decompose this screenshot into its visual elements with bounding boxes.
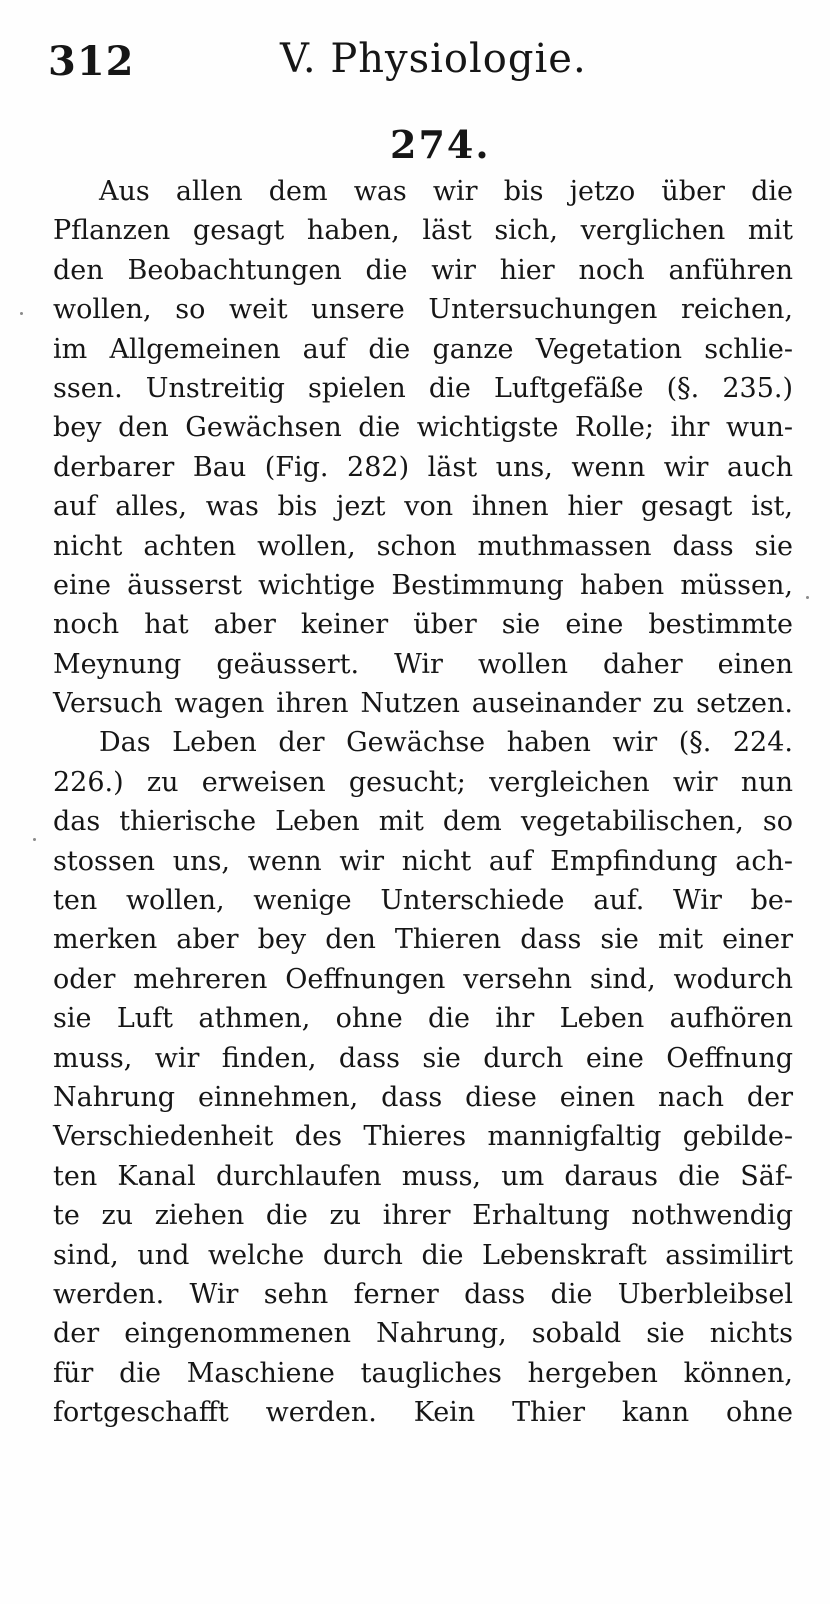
text-line: noch hat aber keiner über sie eine bestimmte (53, 609, 793, 641)
text-line: Das Leben der Gewächse haben wir (§. 224. (99, 727, 793, 759)
text-line: der eingenommenen Nahrung, sobald sie nichts (53, 1318, 793, 1350)
text-line: ten Kanal durchlaufen muss, um daraus die Säf- (53, 1160, 793, 1192)
text-line: Verschiedenheit des Thieres mannigfaltig gebilde- (53, 1121, 793, 1153)
page-number: 312 (48, 38, 135, 85)
text-line: derbarer Bau (Fig. 282) läst uns, wenn wir auch (53, 451, 793, 483)
text-line: für die Maschiene taugliches hergeben können, (53, 1357, 793, 1389)
text-line: stossen uns, wenn wir nicht auf Empfindung ach- (53, 845, 793, 877)
text-line: merken aber bey den Thieren dass sie mit einer (53, 924, 793, 956)
text-line: im Allgemeinen auf die ganze Vegetation schlie- (53, 333, 793, 365)
text-line: Nahrung einnehmen, dass diese einen nach der (53, 1081, 793, 1113)
text-line: sind, und welche durch die Lebenskraft assimilirt (53, 1239, 793, 1271)
text-line: Versuch wagen ihren Nutzen auseinander zu setzen. (53, 688, 793, 720)
text-line: nicht achten wollen, schon muthmassen dass sie (53, 530, 793, 562)
text-line: te zu ziehen die zu ihrer Erhaltung nothwendig (53, 1200, 793, 1232)
text-line: Pflanzen gesagt haben, läst sich, verglichen mit (53, 215, 793, 247)
margin-speck (20, 312, 23, 315)
text-line: muss, wir finden, dass sie durch eine Oeffnung (53, 1042, 793, 1074)
text-line: 226.) zu erweisen gesucht; vergleichen wir nun (53, 766, 793, 798)
text-line: bey den Gewächsen die wichtigste Rolle; ihr wun- (53, 412, 793, 444)
text-line: Meynung geäussert. Wir wollen daher einen (53, 648, 793, 680)
margin-speck (806, 596, 809, 599)
body-text (53, 172, 793, 1433)
text-line: sie Luft athmen, ohne die ihr Leben aufhören (53, 1003, 793, 1035)
text-line: fortgeschafft werden. Kein Thier kann ohne (53, 1397, 793, 1429)
text-line: wollen, so weit unsere Untersuchungen reichen, (53, 294, 793, 326)
margin-speck (33, 838, 36, 841)
text-line: oder mehreren Oeffnungen versehn sind, wodurch (53, 963, 793, 995)
text-line: das thierische Leben mit dem vegetabilischen, so (53, 806, 793, 838)
text-line: auf alles, was bis jezt von ihnen hier gesagt ist, (53, 491, 793, 523)
text-line: eine äusserst wichtige Bestimmung haben müssen, (53, 569, 793, 601)
text-line: ten wollen, wenige Unterschiede auf. Wir be- (53, 885, 793, 917)
text-line: werden. Wir sehn ferner dass die Uberbleibsel (53, 1278, 793, 1310)
section-number: 274. (390, 122, 491, 167)
chapter-title: V. Physiologie. (280, 36, 587, 82)
text-line: den Beobachtungen die wir hier noch anführen (53, 254, 793, 286)
text-line: Aus allen dem was wir bis jetzo über die (99, 176, 793, 207)
text-line: ssen. Unstreitig spielen die Luftgefäße (§. 235.) (53, 372, 793, 404)
running-head (48, 30, 808, 90)
